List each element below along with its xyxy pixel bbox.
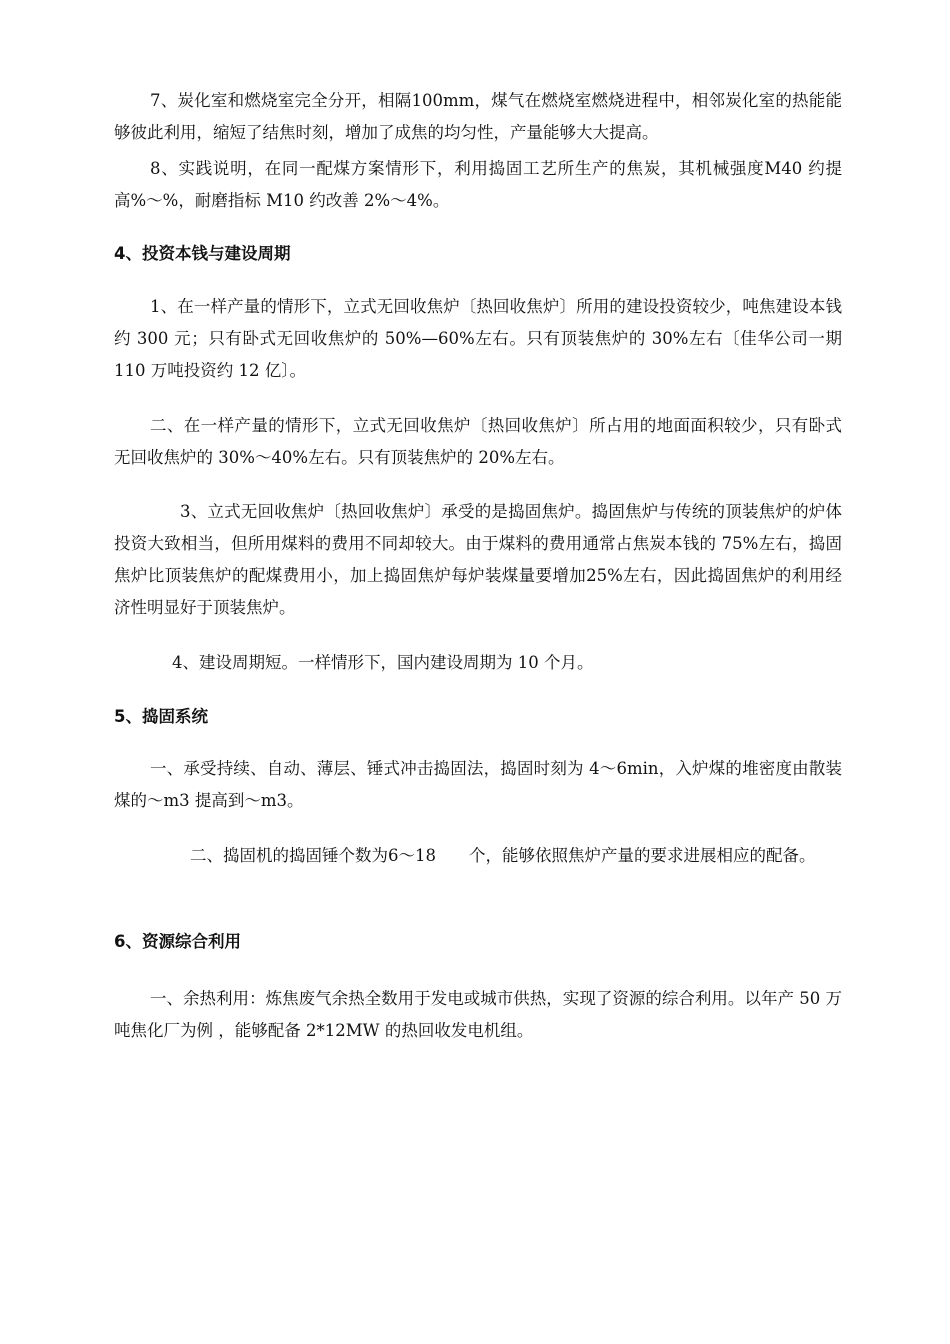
section-4-paragraph-4: 4、建设周期短。一样情形下，国内建设周期为 10 个月。 bbox=[172, 653, 594, 672]
section-4-paragraph-3: 3、立式无回收焦炉〔热回收焦炉〕承受的是捣固焦炉。捣固焦炉与传统的顶装焦炉的炉体投资大致相当，但所用煤料的费用不同却较大。由于煤料的费用通常占焦炭本钱的 75%左右，捣固焦炉比顶装焦炉的配煤费用小，加上捣固焦炉每炉装煤量要增加25%左右，因此捣固焦炉的利用经济性明显好于顶装焦炉。 bbox=[114, 502, 842, 617]
section-5-paragraph-1: 一、承受持续、自动、薄层、锤式冲击捣固法，捣固时刻为 4～6min，入炉煤的堆密度由散装煤的～m3 提高到～m3。 bbox=[114, 759, 842, 810]
paragraph-8: 8、实践说明，在同一配煤方案情形下，利用捣固工艺所生产的焦炭，其机械强度M40 约提高%～%，耐磨指标 M10 约改善 2%～4%。 bbox=[114, 159, 842, 210]
section-4-paragraph-1: 1、在一样产量的情形下，立式无回收焦炉〔热回收焦炉〕所用的建设投资较少，吨焦建设本钱约 300 元；只有卧式无回收焦炉的 50%—60%左右。只有顶装焦炉的 30%左右〔佳华公司一期 110 万吨投资约 12 亿〕。 bbox=[114, 297, 842, 380]
section-5-paragraph-2: 二、捣固机的捣固锤个数为6～18 个，能够依照焦炉产量的要求进展相应的配备。 bbox=[190, 846, 816, 865]
section-4-paragraph-2: 二、在一样产量的情形下，立式无回收焦炉〔热回收焦炉〕所占用的地面面积较少，只有卧式无回收焦炉的 30%～40%左右。只有顶装焦炉的 20%左右。 bbox=[114, 416, 842, 467]
section-6-heading: 6、资源综合利用 bbox=[114, 932, 241, 951]
paragraph-7: 7、炭化室和燃烧室完全分开，相隔100mm，煤气在燃烧室燃烧进程中，相邻炭化室的热能能够彼此利用，缩短了结焦时刻，增加了成焦的均匀性，产量能够大大提高。 bbox=[114, 91, 842, 142]
section-4-heading: 4、投资本钱与建设周期 bbox=[114, 244, 291, 263]
section-6-paragraph-1: 一、余热利用：炼焦废气余热全数用于发电或城市供热，实现了资源的综合利用。以年产 50 万吨焦化厂为例 ，能够配备 2*12MW 的热回收发电机组。 bbox=[114, 989, 842, 1040]
section-5-heading: 5、捣固系统 bbox=[114, 707, 208, 726]
